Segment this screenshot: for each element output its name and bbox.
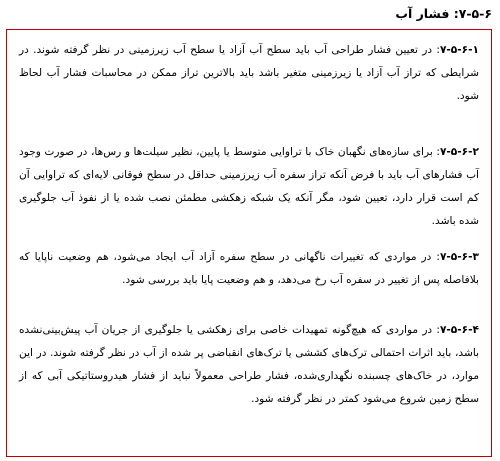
paragraph-number: ۷-۵-۶-۱ bbox=[439, 44, 479, 56]
section-title: ۷-۵-۶: فشار آب bbox=[395, 6, 492, 21]
paragraph-number: ۷-۵-۶-۲ bbox=[439, 146, 479, 158]
content-box bbox=[6, 29, 492, 457]
paragraph-7-5-6-3 bbox=[19, 246, 479, 292]
paragraph-7-5-6-2 bbox=[19, 141, 479, 233]
paragraph-text: : برای سازه‌های نگهبان خاک با تراوایی متوسط یا پایین، نظیر سیلت‌ها و رس‌ها، در صورت وجود آب فشارهای آب باید با فرض آنکه تراز سفره آب زیرزمینی حداقل در سطح فوقانی لایه‌ای که تراوایی آن کم است قرار دارد، تعیین شود، مگر آنکه یک شبکه زهکشی مطمئن نصب شده یا از نفوذ آب جلوگیری شده باشد. bbox=[19, 146, 479, 227]
paragraph-7-5-6-1 bbox=[19, 39, 479, 108]
paragraph-text: : در مواردی که هیچ‌گونه تمهیدات خاصی برای زهکشی یا جلوگیری از جریان آب پیش‌بینی‌نشده باشد، باید اثرات احتمالی ترک‌های کششی یا ترک‌های انقباضی پر شده از آب در نظر گرفته شوند. در این موارد، در خاک‌های چسبنده نگهداری‌شده، فشار طراحی معمولاً نباید از فشار هیدروستاتیکی آبی که از سطح زمین شروع می‌شود کمتر در نظر گرفته شود. bbox=[19, 324, 479, 405]
paragraph-number: ۷-۵-۶-۴ bbox=[439, 324, 479, 336]
paragraph-number: ۷-۵-۶-۳ bbox=[439, 251, 479, 263]
paragraph-text: : در مواردی که تغییرات ناگهانی در سطح سفره آزاد آب ایجاد می‌شود، هم وضعیت ناپایا که بلافاصله پس از تغییر در سفره آب رخ می‌دهد، و هم وضعیت پایا باید بررسی شود. bbox=[19, 251, 479, 286]
paragraph-text: : در تعیین فشار طراحی آب باید سطح آب آزاد یا سطح آب زیرزمینی در نظر گرفته شوند. در شرایطی که تراز آب آزاد یا زیرزمینی متغیر باشد باید بالاترین تراز ممکن در محاسبات فشار آب لحاظ شود. bbox=[19, 44, 479, 102]
paragraph-7-5-6-4 bbox=[19, 319, 479, 411]
